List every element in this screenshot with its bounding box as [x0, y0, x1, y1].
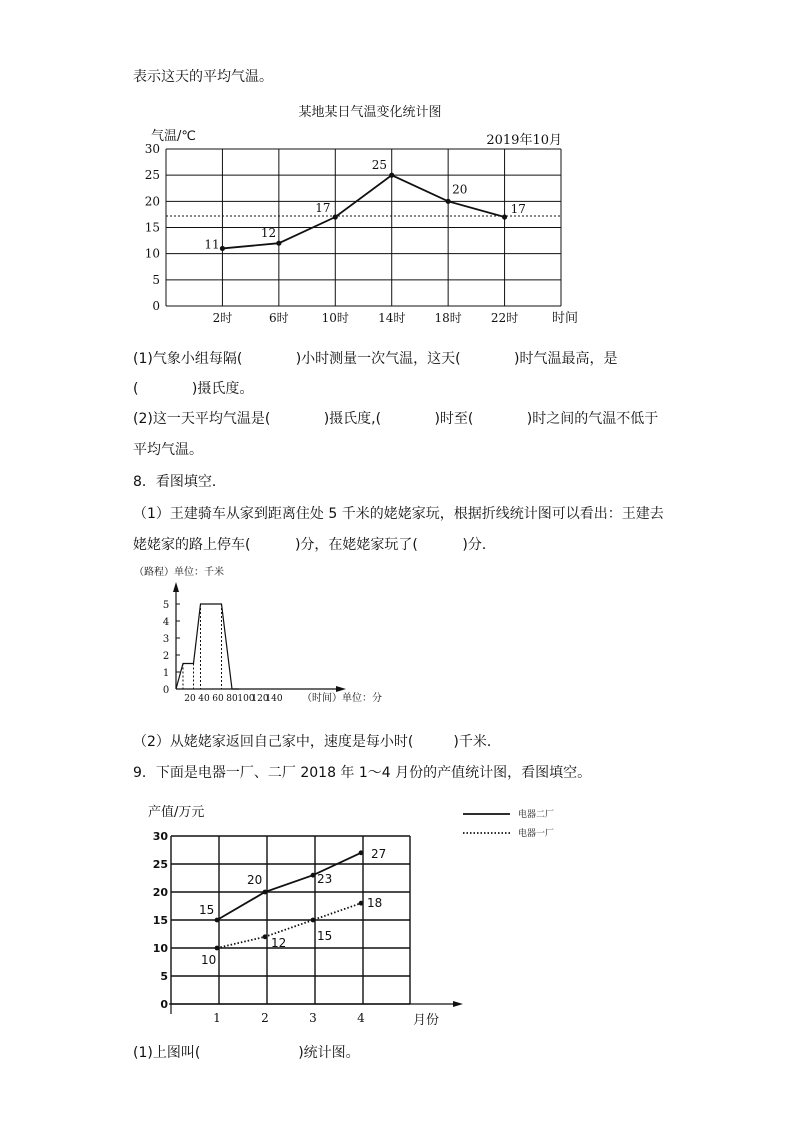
chart3-ytick: 5: [160, 970, 168, 983]
chart2-xtick: 40: [198, 694, 210, 704]
chart1-point: [389, 173, 394, 178]
chart1-xtick: 2时: [212, 311, 233, 325]
q7-line2: ( )摄氏度。: [133, 381, 254, 397]
factory-output-chart: [148, 804, 554, 1028]
legend-label-factory1: 电器一厂: [518, 829, 555, 839]
chart1-data-label: 20: [452, 182, 468, 197]
chart1-point: [333, 214, 338, 219]
chart1-ytick: 0: [152, 299, 160, 313]
chart2-x-arrow: [336, 686, 346, 692]
q7-line3: (2)这一天平均气温是( )摄氏度,( )时至( )时之间的气温不低于: [133, 411, 659, 427]
q9-line1: (1)上图叫( )统计图。: [133, 1045, 360, 1061]
chart1-point: [276, 241, 281, 246]
chart1-xtick: 10时: [321, 311, 349, 325]
chart3-series-factory1: [217, 903, 361, 948]
chart3-xlabel: 月份: [413, 1013, 440, 1028]
chart1-xtick: 22时: [490, 311, 519, 325]
intro-text: 表示这天的平均气温。: [133, 69, 273, 85]
chart2-y-arrow: [173, 582, 179, 592]
chart2-xtick: 60: [212, 694, 224, 704]
chart3-data-label: 18: [367, 896, 383, 911]
chart3-ytick: 15: [152, 914, 168, 927]
chart2-xlabel: （时间）单位：分: [302, 693, 382, 704]
q8-heading: 8．看图填空．: [133, 474, 226, 490]
chart1-ytick: 15: [144, 220, 160, 235]
chart2-ytick: 3: [162, 634, 170, 645]
chart3-ytick: 20: [152, 886, 168, 899]
chart3-point: [263, 934, 268, 939]
chart2-ylabel: （路程）单位：千米: [134, 567, 224, 578]
chart3-xtick: 3: [309, 1011, 317, 1025]
q8-line2: 姥姥家的路上停车( )分，在姥姥家玩了( )分．: [133, 537, 496, 553]
chart1-point: [446, 199, 451, 204]
chart3-point: [311, 918, 316, 923]
chart2-xtick: 120: [251, 694, 269, 704]
q7-line4: 平均气温。: [133, 442, 203, 458]
chart3-point: [359, 901, 364, 906]
chart2-xtick: 80: [226, 694, 238, 704]
legend-label-factory2: 电器二厂: [518, 810, 555, 820]
chart2-ytick: 5: [162, 600, 170, 611]
chart3-legend: [463, 808, 554, 839]
chart3-ytick: 0: [160, 998, 168, 1011]
chart3-ytick: 30: [152, 830, 168, 843]
chart3-ylabel: 产值/万元: [148, 805, 205, 820]
chart2-ytick: 2: [162, 651, 170, 662]
chart1-data-label: 17: [510, 202, 526, 217]
distance-chart: [134, 565, 382, 704]
q9-heading: 9．下面是电器一厂、二厂 2018 年 1～4 月份的产值统计图，看图填空。: [133, 765, 592, 781]
q8-line3: （2）从姥姥家返回自己家中，速度是每小时( )千米．: [133, 734, 501, 750]
chart2-ytick: 4: [162, 617, 170, 628]
chart3-ytick: 25: [152, 858, 168, 871]
chart1-ytick: 25: [144, 168, 160, 183]
chart1-xtick: 14时: [378, 311, 406, 325]
chart1-ytick: 30: [144, 142, 160, 156]
chart1-data-label: 12: [260, 226, 277, 241]
chart2-series-line: [176, 604, 239, 689]
chart1-ytick: 10: [144, 246, 160, 261]
chart1-data-label: 25: [371, 158, 387, 173]
chart2-xtick: 20: [184, 694, 196, 704]
chart3-ytick: 10: [152, 942, 168, 955]
chart1-point: [502, 214, 507, 219]
chart3-data-label: 15: [317, 929, 333, 943]
chart1-point: [220, 246, 225, 251]
chart1-ytick: 20: [144, 194, 160, 209]
chart3-point: [215, 946, 220, 951]
q7-line1: (1)气象小组每隔( )小时测量一次气温，这天( )时气温最高，是: [133, 351, 618, 367]
chart3-xtick: 4: [357, 1011, 365, 1025]
chart1-ytick: 5: [152, 272, 160, 287]
chart3-data-label: 27: [371, 846, 387, 861]
chart1-date: 2019年10月: [486, 133, 562, 148]
chart3-series-factory2: [217, 853, 361, 920]
chart3-data-label: 15: [199, 903, 215, 917]
q8-line1: （1）王建骑车从家到距离住处 5 千米的姥姥家玩，根据折线统计图可以看出：王建去: [133, 506, 664, 522]
chart3-data-label: 12: [271, 935, 287, 950]
chart3-point: [359, 850, 364, 855]
chart3-point: [215, 918, 220, 923]
chart3-data-label: 20: [247, 873, 263, 887]
chart2-ytick: 0: [162, 685, 170, 696]
chart1-xtick: 18时: [434, 311, 462, 325]
chart3-point: [311, 873, 316, 878]
chart1-title: 某地某日气温变化统计图: [298, 105, 442, 120]
chart2-ytick: 1: [162, 668, 170, 679]
chart1-data-label: 17: [315, 201, 331, 216]
chart2-xtick: 100: [237, 694, 255, 704]
chart1-xlabel: 时间: [551, 311, 579, 326]
chart3-point: [263, 890, 268, 895]
chart3-xtick: 1: [213, 1011, 221, 1025]
chart1-data-label: 11: [204, 237, 220, 252]
temperature-chart: [145, 104, 578, 326]
chart3-data-label: 23: [317, 872, 333, 887]
chart1-xtick: 6时: [269, 311, 289, 325]
chart2-xtick: 140: [265, 694, 283, 704]
chart1-ylabel: 气温/℃: [151, 129, 196, 144]
chart3-x-arrow: [453, 1001, 463, 1007]
chart3-xtick: 2: [261, 1011, 269, 1025]
chart3-data-label: 10: [201, 953, 217, 967]
